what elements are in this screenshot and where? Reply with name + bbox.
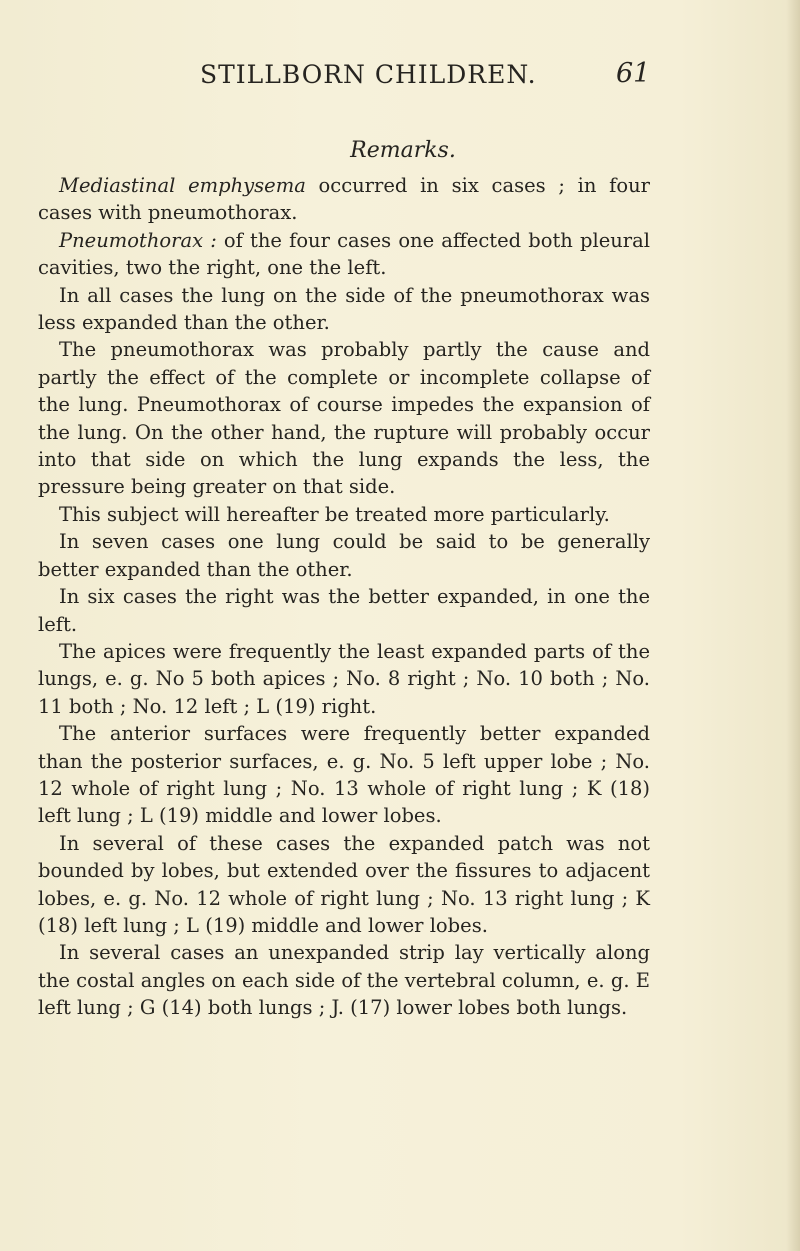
page-number: 61 [616,58,651,89]
paragraph [38,336,650,500]
paragraph [38,227,650,282]
paragraph-text: occurred in six cases ; in four cases with pneumothorax. [38,174,650,225]
paragraph-text: The anterior surfaces were frequently better expanded than the posterior surfaces, e. g. No. 5 left upper lobe ; No. 12 whole of right lung ; No. 13 whole of right lung ; K (18) left lung ; L (19) middle and lower lobes. [38,722,650,828]
paragraph [38,939,650,1021]
paragraph [38,172,650,227]
paragraph-text: This subject will hereafter be treated more particularly. [59,502,610,526]
paragraph-lead: Mediastinal emphysema [59,174,306,197]
paragraph-text: In all cases the lung on the side of the pneumothorax was less expanded than the other. [38,283,650,335]
paragraph-text: The apices were frequently the least expanded parts of the lungs, e. g. No 5 both apices ; No. 8 right ; No. 10 both ; No. 11 both ; No. 12 left ; L (19) right. [38,639,650,718]
body-text [38,172,650,1022]
paragraph-text: In several of these cases the expanded patch was not bounded by lobes, but extended over the fissures to adjacent lobes, e. g. No. 12 whole of right lung ; No. 13 right lung ; K (18) left lung ; L (19) middle and lower lobes. [38,831,650,937]
paragraph-text: of the four cases one affected both pleural cavities, two the right, one the left. [38,228,650,280]
paragraph [38,720,650,830]
running-head: STILLBORN CHILDREN. [200,60,537,89]
paragraph-text: The pneumothorax was probably partly the cause and partly the effect of the complete or incomplete collapse of the lung. Pneumothorax of course impedes the expansion of the lung. On the other hand, the rupture will probably occur into that side on which the lung expands the less, the pressure being greater on that side. [38,338,650,499]
paragraph-text: In six cases the right was the better expanded, in one the left. [38,585,650,636]
paragraph [38,501,650,528]
paragraph [38,282,650,337]
section-title: Remarks. [350,138,456,163]
paragraph [38,528,650,583]
paragraph [38,583,650,638]
paragraph-lead: Pneumothorax : [59,228,217,252]
paragraph [38,638,650,720]
paragraph-text: In several cases an unexpanded strip lay vertically along the costal angles on each side of the vertebral column, e. g. E left lung ; G (14) both lungs ; J. (17) lower lobes both lungs. [38,941,650,1020]
paragraph-text: In seven cases one lung could be said to be generally better expanded than the other. [38,530,650,581]
page-edge-shadow [786,0,800,1251]
paragraph [38,830,650,940]
page-header [0,60,800,100]
